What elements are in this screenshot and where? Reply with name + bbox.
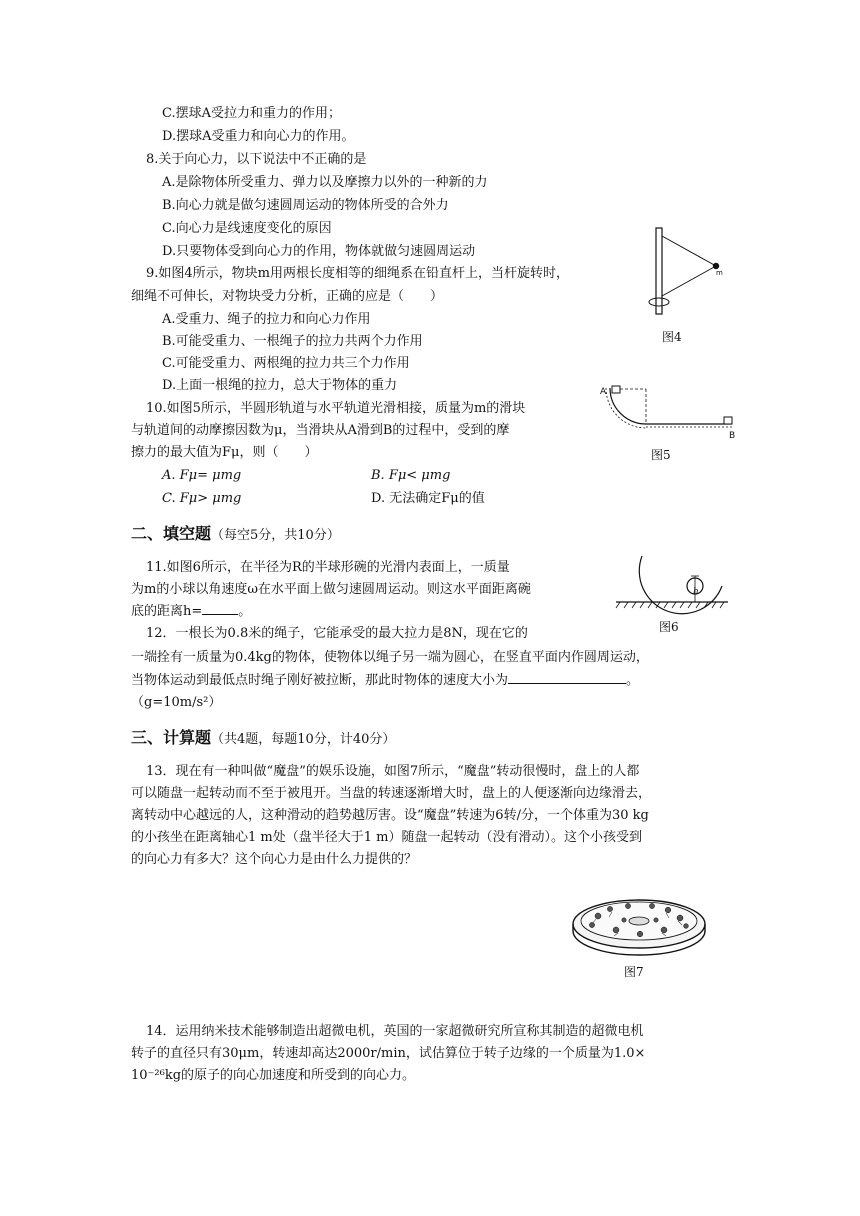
q12-line4: （g=10m/s²） [131,695,222,710]
figure-5-caption: 图5 [651,448,671,462]
q9-option-d: D.上面一根绳的拉力，总大于物体的重力 [162,378,398,393]
q13-line2: 可以随盘一起转动而不至于被甩开。当盘的转速逐渐增大时，盘上的人便逐渐向边缘滑去， [131,786,652,801]
q12-answer-blank[interactable] [508,671,626,684]
q7-option-c: C.摆球A受拉力和重力的作用； [162,106,342,121]
q11-line1: 11.如图6所示，在半径为R的半球形碗的光滑内表面上，一质量 [146,560,510,575]
q11-line3-prefix: 底的距离h= [131,604,203,619]
figure-6-h-label: h [693,587,699,597]
q10-option-c: C. Fμ> μmg [162,491,242,506]
q10-option-b: B. Fμ< μmg [371,468,451,483]
figure-7-diagram [568,894,710,958]
q11-line2: 为m的小球以角速度ω在水平面上做匀速圆周运动。则这水平面距离碗 [131,582,531,597]
q10-option-a: A. Fμ= μmg [162,468,242,483]
section-2-heading [131,524,340,546]
q10-stem-line3: 擦力的最大值为Fμ，则（ ） [131,445,318,460]
q9-option-b: B.可能受重力、一根绳子的拉力共两个力作用 [162,334,423,349]
q13-line3: 离转动中心越远的人，这种滑动的趋势越厉害。设“魔盘”转速为6转/分，一个体重为30 kg [131,808,649,823]
q8-option-a: A.是除物体所受重力、弹力以及摩擦力以外的一种新的力 [162,175,488,190]
q8-option-b: B.向心力就是做匀速圆周运动的物体所受的合外力 [162,198,449,213]
figure-4-caption: 图4 [662,330,682,344]
q11-line3-suffix: 。 [238,604,252,619]
q14-line2: 转子的直径只有30μm，转速却高达2000r/min，试估算位于转子边缘的一个质量为1.0× [131,1046,646,1061]
figure-4-diagram [620,226,730,326]
q10-stem-line2: 与轨道间的动摩擦因数为μ，当滑块从A滑到B的过程中，受到的摩 [131,423,510,438]
section-2-note: （每空5分，共10分） [211,528,340,543]
q13-line4: 的小孩坐在距离轴心1 m处（盘半径大于1 m）随盘一起转动（没有滑动）。这个小孩受到 [131,830,642,845]
q12-line3-prefix: 当物体运动到最低点时绳子刚好被拉断，那此时物体的速度大小为 [131,673,509,688]
q10-option-d: D. 无法确定Fμ的值 [371,491,485,506]
q13-line1: 13．现在有一种叫做“魔盘”的娱乐设施，如图7所示，“魔盘”转动很慢时，盘上的人都 [146,764,640,779]
figure-7-caption: 图7 [624,965,644,979]
q9-option-a: A.受重力、绳子的拉力和向心力作用 [162,312,371,327]
section-2-title: 二、填空题 [131,524,212,543]
figure-4-mass-label: m [716,269,723,277]
q13-line5: 的向心力有多大？这个向心力是由什么力提供的？ [131,852,418,867]
section-3-title: 三、计算题 [131,728,212,747]
q8-option-d: D.只要物体受到向心力的作用，物体就做匀速圆周运动 [162,244,476,259]
q10-stem-line1: 10.如图5所示，半圆形轨道与水平轨道光滑相接，质量为m的滑块 [146,401,526,416]
q14-line3: 10⁻²⁶kg的原子的向心加速度和所受到的向心力。 [131,1068,416,1083]
figure-5-diagram [596,380,746,442]
q12-line3 [131,671,639,691]
figure-5-label-b: B [729,431,736,441]
q7-option-d: D.摆球A受重力和向心力的作用。 [162,129,355,144]
q12-line2: 一端拴有一质量为0.4kg的物体，使物体以绳子另一端为圆心，在竖直平面内作圆周运动， [131,650,649,665]
q12-line1: 12．一根长为0.8米的绳子，它能承受的最大拉力是8N，现在它的 [146,626,528,641]
q14-line1: 14．运用纳米技术能够制造出超微电机，英国的一家超微研究所宣称其制造的超微电机 [146,1024,644,1039]
q8-option-c: C.向心力是线速度变化的原因 [162,221,332,236]
figure-5-label-a: A [600,387,607,397]
q11-line3 [131,602,251,622]
q9-option-c: C.可能受重力、两根绳的拉力共三个力作用 [162,356,410,371]
section-3-note: （共4题，每题10分，计40分） [211,732,396,747]
figure-6-diagram [612,546,732,616]
figure-6-caption: 图6 [659,620,679,634]
q8-stem: 8.关于向心力，以下说法中不正确的是 [146,152,367,167]
q12-line3-suffix: 。 [626,673,640,688]
section-3-heading [131,728,395,750]
q9-stem-line2: 细绳不可伸长，对物块受力分析，正确的应是（ ） [131,289,444,304]
q9-stem-line1: 9.如图4所示，物块m用两根长度相等的细绳系在铅直杆上，当杆旋转时， [146,266,570,281]
q11-answer-blank[interactable] [202,602,238,615]
